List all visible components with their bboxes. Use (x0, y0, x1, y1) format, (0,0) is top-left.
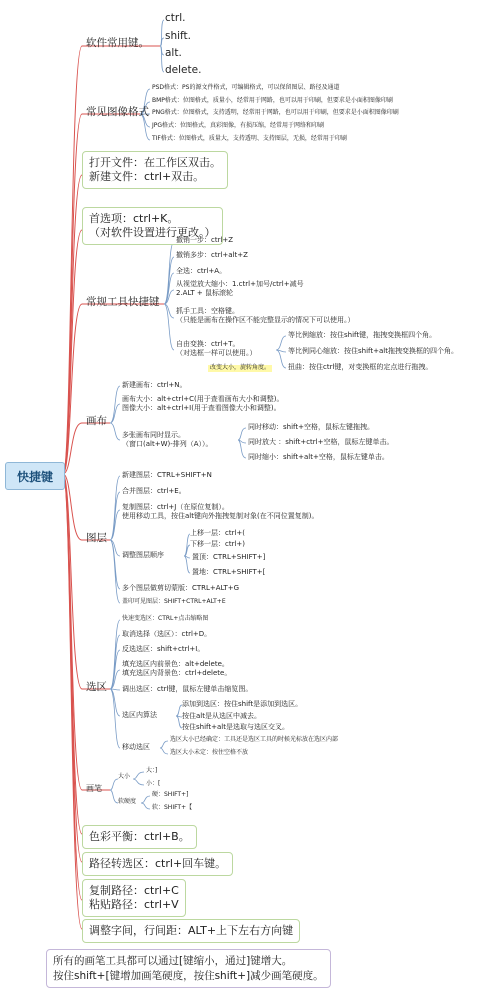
layer-order: 调整图层顺序 (122, 551, 164, 559)
sel-intersect: 按住shift+alt是选取与选区交叉。 (182, 723, 289, 731)
format-bmp: BMP格式：位图格式，质量小，经常用于网路，也可以用于印刷，但要求是小面积图像印刷 (152, 97, 393, 104)
spacing-node[interactable]: 调整字间，行间距：ALT+上下左右方向键 (82, 919, 300, 943)
free-transform: 自由变换：ctrl+T。 （对选框一样可以使用。） (176, 340, 257, 358)
layer-node[interactable]: 图层 (86, 532, 107, 544)
sel-fill: 填充选区内前景色：alt+delete。 填充选区内背景色：ctrl+delete。 (122, 660, 232, 678)
brush-hard: 硬：SHIFT+] (152, 791, 189, 798)
select-all: 全选：ctrl+A。 (176, 267, 227, 275)
canvas-multi: 多张画布同时显示。 （窗口(alt+W)-排列（A））。 (122, 431, 213, 449)
open-file-node[interactable]: 打开文件：在工作区双击。 新建文件：ctrl+双击。 (82, 151, 228, 189)
image-formats-node[interactable]: 常见图像格式 (86, 106, 149, 118)
format-tif: TIF格式：位图格式，质量大，支持透明、支持图层，无损，经常用于印刷 (152, 135, 347, 142)
sel-move-unfixed: 选区大小未定：按住空格不放 (170, 749, 249, 756)
canvas-new: 新建画布：ctrl+N。 (122, 381, 187, 389)
layer-stamp: 盖印可见图层：SHIFT+CTRL+ALT+E (122, 598, 226, 605)
brush-soft: 软：SHIFT+【 (152, 804, 193, 811)
layer-up: 上移一层：ctrl+( (190, 529, 246, 537)
brush-hardness: 软硬度 (118, 798, 137, 805)
sel-inverse: 反选选区：shift+ctrl+I。 (122, 645, 205, 653)
scale-concentric: 等比例同心缩放：按住shift+alt拖拽变换框的四个角。 (288, 347, 458, 355)
brush-size: 大小 (118, 773, 131, 780)
format-png: PNG格式：位图格式，支持透明，经常用于网路，也可以用于印刷，但要求是小面积图像印刷 (152, 109, 399, 116)
path-to-selection-node[interactable]: 路径转选区：ctrl+回车键。 (82, 852, 233, 876)
canvas-zoom-in: 同时放大 ：shift+ctrl+空格，鼠标左键单击。 (248, 438, 394, 446)
sel-calc: 选区内算法 (122, 711, 157, 719)
canvas-zoom-out: 同时缩小：shift+alt+空格，鼠标左键单击。 (248, 453, 389, 461)
copy-paste-path-node[interactable]: 复制路径：ctrl+C 粘贴路径：ctrl+V (82, 879, 186, 917)
key-alt: alt. (165, 47, 182, 59)
key-shift: shift. (165, 30, 192, 42)
canvas-move: 同时移动：shift+空格，鼠标左键拖拽。 (248, 423, 374, 431)
zoom-view: 从视觉放大缩小：1.ctrl+加号/ctrl+减号 2.ALT + 鼠标滚轮 (176, 280, 304, 298)
sel-quick: 快速变选区：CTRL+点击缩略图 (122, 615, 209, 622)
undo-many: 撤销多步：ctrl+alt+Z (176, 251, 248, 259)
sel-cancel: 取消选择（选区）：ctrl+D。 (122, 630, 212, 638)
footer-note: 所有的画笔工具都可以通过[键缩小，通过]键增大。 按住shift+[键增加画笔硬度，按住shift+]减少画笔硬度。 (46, 949, 331, 988)
tools-node[interactable]: 常规工具快捷键 (86, 296, 160, 308)
brush-node[interactable]: 画笔 (86, 784, 102, 793)
sel-load: 调出选区：ctrl键，鼠标左键单击缩览图。 (122, 685, 253, 693)
layer-new: 新建图层：CTRL+SHIFT+N (122, 471, 212, 479)
canvas-node[interactable]: 画布 (86, 415, 107, 427)
layer-copy: 复制图层：ctrl+J（在原位复制）。 使用移动工具，按住alt键向外拖拽复制对象(在不同位置复制)。 (122, 503, 319, 521)
scale-proportional: 等比例缩放：按住shift键，拖拽变换框四个角。 (288, 331, 437, 339)
distort: 扭曲：按住ctrl键，对变换框的定点进行拖拽。 (288, 363, 433, 371)
layer-clip-mask: 多个图层做剪切蒙版：CTRL+ALT+G (122, 584, 240, 592)
preferences-node[interactable]: 首选项：ctrl+K。 （对软件设置进行更改。） (82, 207, 223, 245)
key-ctrl: ctrl. (165, 12, 186, 24)
format-psd: PSD格式：PS的源文件格式，可编辑格式，可以保留图层、路径及通道 (152, 84, 340, 91)
format-jpg: JPG格式：位图格式，真彩图像，有损压缩，经常用于网络和印刷 (152, 122, 325, 129)
canvas-size: 画布大小：alt+ctrl+C(用于查看画布大小和调整)。 图像大小：alt+ctrl+I(用于查看图像大小和调整)。 (122, 395, 284, 413)
color-balance-node[interactable]: 色彩平衡：ctrl+B。 (82, 825, 197, 849)
hand-tool: 抓手工具：空格键。 （只能是画布在操作区不能完整显示的情况下可以使用。） (176, 307, 355, 325)
key-delete: delete. (165, 64, 202, 76)
brush-size-small: 小：[ (146, 780, 161, 787)
selection-node[interactable]: 选区 (86, 681, 107, 693)
layer-merge: 合并图层：ctrl+E。 (122, 487, 186, 495)
free-transform-note: 改变大小，旋转角度。 (210, 364, 271, 371)
sel-move-fixed: 选区大小已经确定：工具还是选区工具的时候光标放在选区内部 (170, 736, 339, 743)
sel-move: 移动选区 (122, 743, 150, 751)
brush-size-big: 大：] (146, 767, 158, 774)
sel-subtract: 按住alt是从选区中减去。 (182, 712, 261, 720)
layer-down: 下移一层：ctrl+) (190, 540, 246, 548)
undo-one: 撤销一步：ctrl+Z (176, 236, 234, 244)
software-keys-node[interactable]: 软件常用键。 (86, 37, 149, 49)
layer-top: 置顶：CTRL+SHIFT+] (192, 553, 266, 561)
root-node[interactable]: 快捷键 (5, 462, 65, 490)
sel-add: 添加到选区：按住shift是添加到选区。 (182, 700, 303, 708)
layer-bottom: 置地：CTRL+SHIFT+[ (192, 568, 266, 576)
